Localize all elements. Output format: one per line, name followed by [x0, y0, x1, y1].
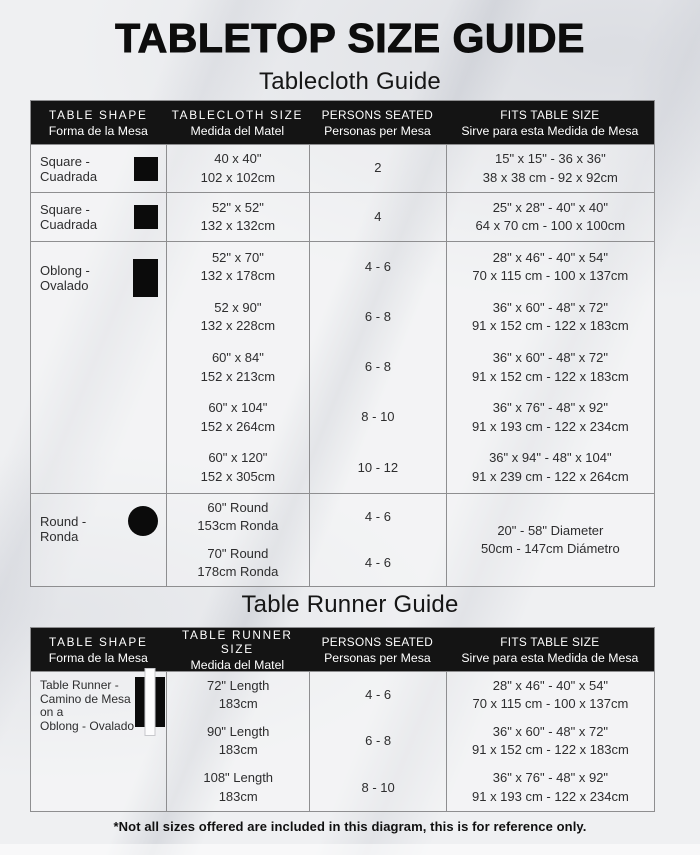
header-es-label: Forma de la Mesa [48, 650, 148, 665]
size-entry [167, 443, 310, 493]
fits-cm: 91 x 152 cm - 122 x 183cm [471, 318, 629, 334]
fits-cm: 91 x 152 cm - 122 x 183cm [472, 742, 629, 758]
shape-cell [31, 494, 166, 586]
persons-entry [310, 393, 446, 443]
square-table-icon [134, 157, 158, 181]
size-inches: 52" x 52" [211, 199, 264, 215]
fits-entry [447, 145, 654, 192]
fits-entry [447, 342, 654, 392]
size-cm: 152 x 264cm [200, 418, 276, 434]
shape-label-line: Oblong - Ovalado [40, 718, 135, 733]
persons-value: 6 - 8 [364, 359, 391, 375]
tablecloth-guide-title: Tablecloth Guide [259, 68, 441, 95]
shape-cell [31, 193, 166, 241]
size-inches: 52 x 90" [214, 299, 262, 315]
header-table-shape [31, 101, 166, 144]
bottom-light-band [0, 844, 700, 855]
fits-inches: 28" x 46" - 40" x 54" [492, 677, 609, 693]
persons-cell [309, 193, 446, 241]
shape-label-line: Camino de Mesa [40, 691, 131, 706]
persons-value: 6 - 8 [364, 309, 391, 325]
fits-cell [446, 193, 654, 241]
size-cell [166, 242, 310, 493]
persons-value: 2 [374, 160, 382, 176]
table-row-oblong-group [31, 241, 654, 493]
size-cm: 183cm [218, 696, 258, 712]
size-cm: 152 x 213cm [200, 368, 276, 384]
header-fits-table-size [446, 628, 654, 671]
size-inches: 90" Length [206, 724, 270, 740]
size-cm: 178cm Ronda [197, 564, 279, 579]
header-en-label: TABLECLOTH SIZE [171, 107, 304, 122]
persons-value: 4 - 6 [365, 686, 392, 702]
fits-entry [447, 242, 654, 292]
persons-value: 4 - 6 [364, 508, 391, 524]
persons-entry [310, 342, 446, 392]
fits-cm: 64 x 70 cm - 100 x 100cm [475, 218, 626, 233]
header-en-label: PERSONS SEATED [321, 634, 434, 649]
size-entry [167, 145, 310, 192]
size-cell [166, 193, 310, 241]
size-cell [166, 145, 310, 192]
fits-cm: 91 x 152 cm - 122 x 183cm [471, 368, 629, 384]
header-es-label: Sirve para esta Medida de Mesa [461, 123, 639, 138]
fits-inches: 36" x 60" - 48" x 72" [492, 299, 608, 315]
runner-guide-title: Table Runner Guide [241, 591, 459, 618]
header-en-label: TABLE SHAPE [49, 107, 148, 122]
size-inches: 60" Round [207, 499, 269, 515]
size-inches: 52" x 70" [211, 249, 264, 265]
header-tablecloth-size [166, 101, 310, 144]
runner-table [30, 627, 655, 812]
header-en-label: TABLE RUNNER SIZE [182, 627, 293, 656]
runner-stripe [145, 668, 156, 736]
header-en-label: FITS TABLE SIZE [500, 634, 600, 649]
shape-label [40, 679, 134, 733]
fits-inches: 20" - 58" Diameter [497, 522, 604, 538]
table-row-square-40 [31, 144, 654, 192]
size-inches: 60" x 104" [208, 400, 268, 416]
runner-header-row [31, 628, 654, 671]
shape-label: Square - Cuadrada [40, 153, 98, 184]
header-es-label: Medida del Matel [190, 657, 285, 672]
size-entry [167, 718, 309, 764]
fits-cm: 91 x 239 cm - 122 x 264cm [471, 468, 629, 484]
persons-entry [310, 765, 445, 811]
fits-cell-merged [446, 494, 654, 586]
shape-label-line: on a [40, 705, 64, 720]
size-entry [167, 765, 309, 811]
size-entry [167, 494, 310, 540]
table-runner-icon [134, 674, 166, 730]
size-inches: 108" Length [203, 770, 274, 786]
table-row-square-52 [31, 192, 654, 241]
fits-entry [447, 193, 654, 241]
fits-cm: 38 x 38 cm - 92 x 92cm [482, 169, 618, 185]
size-inches: 70" Round [207, 545, 269, 561]
size-cm: 183cm [218, 788, 258, 804]
persons-entry [310, 145, 446, 192]
persons-cell [309, 242, 446, 493]
persons-entry [310, 540, 446, 586]
size-cell [166, 494, 310, 586]
fits-cell [446, 242, 654, 493]
shape-cell [31, 242, 166, 493]
fits-cm: 50cm - 147cm Diámetro [480, 541, 620, 556]
fits-cm: 91 x 193 cm - 122 x 234cm [471, 418, 629, 434]
fits-inches: 15" x 15" - 36 x 36" [495, 151, 606, 167]
fits-cm: 91 x 193 cm - 122 x 234cm [472, 788, 629, 804]
shape-label-line: Table Runner - [40, 678, 119, 692]
size-entry [167, 540, 310, 586]
header-runner-size [166, 628, 310, 671]
table-row-round-group [31, 493, 654, 586]
oblong-table-icon [133, 259, 158, 297]
page-title: TABLETOP SIZE GUIDE [115, 15, 585, 61]
header-table-shape [31, 628, 166, 671]
persons-cell [309, 672, 445, 811]
size-cm: 102 x 102cm [200, 169, 276, 185]
table-row-runner-group [31, 671, 654, 811]
size-entry [167, 672, 309, 718]
fits-entry [447, 494, 654, 586]
fits-inches: 36" x 94" - 48" x 104" [489, 450, 612, 466]
fits-inches: 36" x 60" - 48" x 72" [492, 350, 608, 366]
persons-value: 8 - 10 [361, 779, 395, 795]
size-cm: 152 x 305cm [200, 468, 276, 484]
size-entry [167, 242, 310, 292]
size-entry [167, 193, 310, 241]
persons-entry [310, 193, 446, 241]
fits-inches: 36" x 76" - 48" x 92" [492, 400, 608, 416]
size-inches: 60" x 84" [211, 350, 264, 366]
fits-entry [447, 443, 654, 493]
tablecloth-table [30, 100, 655, 587]
persons-entry [310, 292, 446, 342]
tablecloth-header-row [31, 101, 654, 144]
size-inches: 60" x 120" [208, 450, 268, 466]
size-cm: 132 x 178cm [200, 268, 276, 284]
header-persons-seated [309, 101, 446, 144]
size-cm: 132 x 132cm [200, 218, 276, 233]
persons-entry [310, 242, 446, 292]
fits-cell [446, 145, 654, 192]
size-cell [166, 672, 309, 811]
persons-value: 4 [374, 208, 382, 224]
size-inches: 40 x 40" [214, 151, 262, 167]
size-cm: 132 x 228cm [200, 318, 276, 334]
size-cm: 153cm Ronda [197, 518, 279, 533]
header-es-label: Personas per Mesa [324, 123, 431, 138]
square-table-icon [134, 205, 158, 229]
fits-cm: 70 x 115 cm - 100 x 137cm [472, 268, 629, 284]
persons-value: 8 - 10 [361, 409, 395, 425]
persons-value: 4 - 6 [364, 554, 391, 570]
persons-cell [309, 494, 446, 586]
persons-entry [310, 443, 446, 493]
fits-inches: 36" x 76" - 48" x 92" [492, 770, 609, 786]
persons-entry [310, 672, 445, 718]
persons-value: 10 - 12 [357, 459, 399, 475]
fits-entry [447, 765, 654, 811]
header-en-label: FITS TABLE SIZE [500, 107, 600, 122]
fits-cm: 70 x 115 cm - 100 x 137cm [472, 696, 629, 712]
persons-cell [309, 145, 446, 192]
header-es-label: Medida del Matel [190, 123, 285, 138]
header-en-label: TABLE SHAPE [49, 634, 148, 649]
size-inches: 72" Length [206, 677, 270, 693]
header-fits-table-size [446, 101, 654, 144]
shape-cell [31, 672, 166, 811]
shape-label: Square - Cuadrada [40, 202, 98, 232]
header-persons-seated [309, 628, 446, 671]
persons-value: 4 - 6 [364, 258, 391, 274]
fits-entry [447, 672, 654, 718]
fits-cell [446, 672, 654, 811]
persons-entry [310, 494, 446, 540]
shape-cell [31, 145, 166, 192]
fits-inches: 25" x 28" - 40" x 40" [492, 199, 608, 215]
persons-value: 6 - 8 [365, 733, 392, 749]
header-en-label: PERSONS SEATED [321, 107, 434, 122]
fits-inches: 28" x 46" - 40" x 54" [492, 249, 608, 265]
size-entry [167, 292, 310, 342]
fits-entry [447, 718, 654, 764]
fits-entry [447, 393, 654, 443]
size-entry [167, 393, 310, 443]
fits-entry [447, 292, 654, 342]
shape-label: Oblong - Ovalado [40, 263, 90, 293]
size-cm: 183cm [218, 742, 258, 758]
round-table-icon [128, 506, 158, 536]
shape-label: Round - Ronda [40, 514, 87, 544]
persons-entry [310, 718, 445, 764]
fits-inches: 36" x 60" - 48" x 72" [492, 724, 609, 740]
footnote: *Not all sizes offered are included in this diagram, this is for reference only. [113, 819, 587, 834]
header-es-label: Personas per Mesa [324, 650, 431, 665]
size-entry [167, 342, 310, 392]
header-es-label: Sirve para esta Medida de Mesa [461, 650, 639, 665]
header-es-label: Forma de la Mesa [48, 123, 148, 138]
